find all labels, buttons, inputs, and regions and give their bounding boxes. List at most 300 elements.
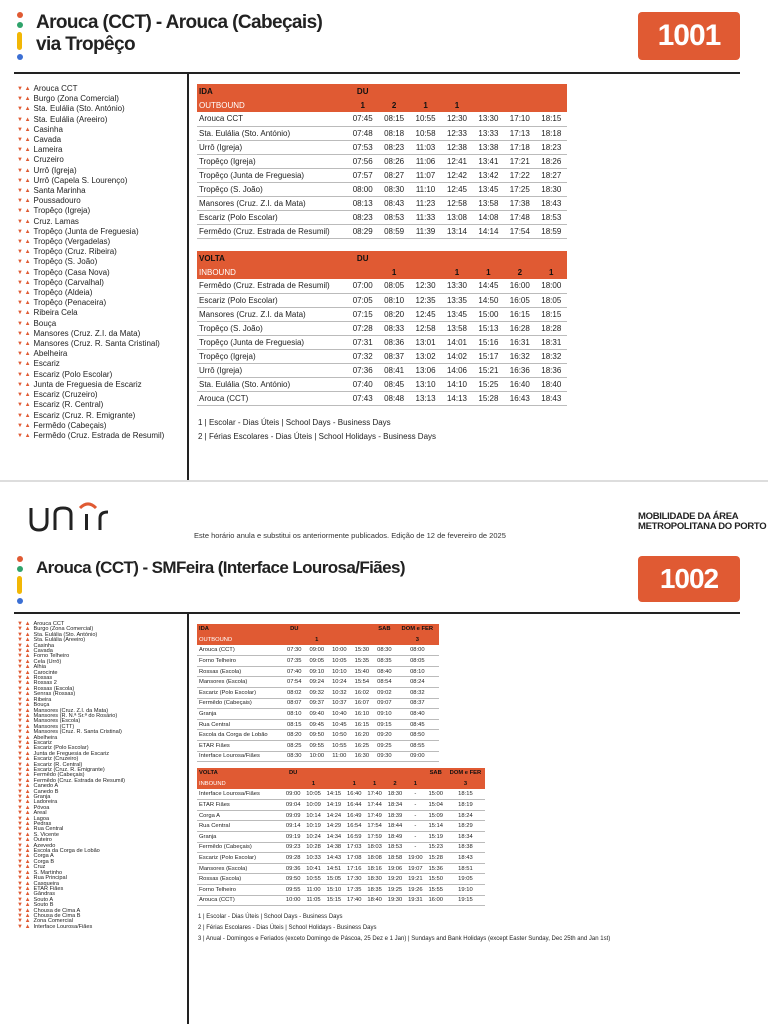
time-cell: 16:10 (351, 709, 374, 720)
time-cell: 10:09 (303, 800, 323, 811)
direction-triangle-icon: ▼ ▲ (17, 869, 31, 876)
time-cell: 19:21 (405, 874, 425, 885)
table-row (197, 789, 485, 800)
time-cell: 16:44 (344, 800, 364, 811)
direction-triangle-icon: ▼ ▲ (17, 885, 31, 892)
table-row (197, 741, 439, 752)
table-row (197, 821, 485, 832)
table-row (197, 719, 439, 730)
divider (187, 72, 189, 480)
divider (187, 612, 189, 1024)
time-cell: 10:41 (303, 863, 323, 874)
stop-name: Corga A (33, 853, 54, 860)
divider (14, 72, 740, 74)
time-cell: 08:29 (347, 224, 378, 238)
direction-triangle-icon: ▼ ▲ (17, 821, 31, 828)
direction-triangle-icon: ▼ ▲ (17, 756, 31, 763)
notes-1001: 1 | Escolar - Dias Úteis | School Days - Business Days 2 | Férias Escolares - Dias Úteis | School Holidays - Business Days (198, 418, 437, 441)
stop-name: Póvoa (33, 804, 50, 811)
time-cell: 09:32 (306, 688, 329, 699)
line-title-1001: Arouca (CCT) - Arouca (Cabeçais) via Tropêço (36, 12, 323, 55)
time-cell: 16:30 (351, 751, 374, 762)
table-row (197, 321, 567, 335)
time-cell: 18:05 (536, 293, 567, 307)
time-cell: 14:13 (441, 391, 472, 405)
row-label: Tropêço (S. João) (197, 321, 347, 335)
stop-name: Escariz (R. Central) (33, 400, 104, 410)
time-cell: 11:00 (328, 751, 351, 762)
stop-item (17, 166, 164, 176)
row-label: Fermêdo (Cruz. Estrada de Resumil) (197, 279, 347, 293)
time-cell: 12:45 (441, 182, 472, 196)
time-cell: 18:59 (536, 224, 567, 238)
time-cell (385, 768, 405, 779)
time-cell: 16:43 (504, 391, 535, 405)
direction-triangle-icon: ▼ ▲ (17, 116, 31, 123)
stop-item (17, 400, 164, 410)
time-cell: 08:10 (283, 709, 306, 720)
stop-name: Interface Lourosa/Fiães (33, 923, 93, 930)
time-cell: 08:48 (378, 391, 409, 405)
direction-triangle-icon: ▼ ▲ (17, 228, 31, 235)
stop-name: Sta. Eulália (Areeiro) (33, 114, 108, 124)
time-cell: 08:23 (347, 210, 378, 224)
stop-name: Escariz (Cruz. R. Emigrante) (33, 766, 105, 773)
time-cell: 14:06 (441, 363, 472, 377)
row-label: Escariz (Polo Escolar) (197, 210, 347, 224)
direction-triangle-icon: ▼ ▲ (17, 642, 31, 649)
time-cell: 16:15 (351, 719, 374, 730)
stop-name: Pedras (33, 821, 52, 828)
time-cell: 13:13 (410, 391, 441, 405)
time-cell: 10:45 (328, 719, 351, 730)
row-label: Sta. Eulália (Sto. António) (197, 377, 347, 391)
direction-triangle-icon: ▼ ▲ (17, 126, 31, 133)
row-label: Escola da Corga de Lobão (197, 730, 283, 741)
time-cell: 19:26 (405, 885, 425, 896)
row-label: Escariz (Polo Escolar) (197, 688, 283, 699)
table-row (197, 349, 567, 363)
time-cell: 08:07 (283, 698, 306, 709)
time-cell: 17:35 (344, 885, 364, 896)
time-cell: 09:50 (283, 874, 303, 885)
time-cell: 08:10 (378, 293, 409, 307)
direction-triangle-icon: ▼ ▲ (17, 907, 31, 914)
row-label: VOLTA (197, 251, 347, 265)
time-cell: 09:30 (373, 751, 396, 762)
time-cell: 09:04 (283, 800, 303, 811)
time-cell: 07:05 (347, 293, 378, 307)
timetable-outbound-1002 (197, 624, 439, 762)
time-cell: 19:15 (446, 895, 485, 906)
time-cell: 10:50 (328, 730, 351, 741)
table-row (197, 140, 567, 154)
table-row (197, 307, 567, 321)
direction-triangle-icon: ▼ ▲ (17, 712, 31, 719)
stop-name: Tropêço (Igreja) (33, 206, 91, 216)
time-cell: 13:30 (473, 112, 504, 126)
table-header-row (197, 635, 439, 646)
stop-name: Lagoa (33, 815, 50, 822)
stop-item (17, 145, 164, 155)
row-label: IDA (197, 624, 283, 635)
direction-triangle-icon: ▼ ▲ (17, 412, 31, 419)
table-row (197, 279, 567, 293)
time-cell (351, 635, 374, 646)
time-cell: 1 (536, 265, 567, 279)
stop-name: Escariz (Polo Escolar) (33, 745, 89, 752)
direction-triangle-icon: ▼ ▲ (17, 702, 31, 709)
time-cell: 16:05 (504, 293, 535, 307)
time-cell: 17:03 (344, 842, 364, 853)
stop-item (17, 339, 164, 349)
time-cell: 10:00 (328, 645, 351, 656)
row-label: Urrô (Igreja) (197, 363, 347, 377)
stop-name: Escariz (33, 739, 52, 746)
stop-item (17, 411, 164, 421)
row-label: OUTBOUND (197, 635, 283, 646)
direction-triangle-icon: ▼ ▲ (17, 880, 31, 887)
table-row (197, 863, 485, 874)
table-header-row (197, 265, 567, 279)
time-cell: 14:51 (324, 863, 344, 874)
stop-item (17, 176, 164, 186)
time-cell: DOM e FER (396, 624, 439, 635)
row-label: Forno Telheiro (197, 885, 283, 896)
stop-name: Outeiro (33, 837, 52, 844)
time-cell: 19:20 (385, 874, 405, 885)
time-cell: 19:25 (385, 885, 405, 896)
stop-name: Cavada (33, 135, 62, 145)
time-cell: 14:38 (324, 842, 344, 853)
time-cell: 17:25 (504, 182, 535, 196)
time-cell: 08:50 (396, 730, 439, 741)
stop-item (17, 237, 164, 247)
time-cell (473, 98, 504, 112)
time-cell: 19:30 (385, 895, 405, 906)
time-cell: 1 (473, 265, 504, 279)
direction-triangle-icon: ▼ ▲ (17, 853, 31, 860)
stop-name: Abelheira (33, 349, 68, 359)
row-label: IDA (197, 84, 347, 98)
time-cell: 15:28 (473, 391, 504, 405)
time-cell (324, 768, 344, 779)
time-cell: 17:13 (504, 126, 535, 140)
time-cell: 13:45 (473, 182, 504, 196)
time-cell: 16:40 (504, 377, 535, 391)
row-label: Mansores (Escola) (197, 863, 283, 874)
stop-name: Junta de Freguesia de Escariz (33, 750, 110, 757)
direction-triangle-icon: ▼ ▲ (17, 361, 31, 368)
row-label: Corga A (197, 810, 283, 821)
time-cell: 13:58 (441, 321, 472, 335)
direction-triangle-icon: ▼ ▲ (17, 310, 31, 317)
direction-triangle-icon: ▼ ▲ (17, 729, 31, 736)
time-cell: 12:41 (441, 154, 472, 168)
row-label: Granja (197, 709, 283, 720)
time-cell (441, 251, 472, 265)
time-cell: 08:37 (396, 698, 439, 709)
time-cell: 17:54 (504, 224, 535, 238)
time-cell: 14:01 (441, 335, 472, 349)
table-row (197, 751, 439, 762)
stop-name: Mansores (Escola) (33, 718, 81, 725)
time-cell: 17:40 (364, 789, 384, 800)
time-cell: 11:23 (410, 196, 441, 210)
time-cell: 08:20 (283, 730, 306, 741)
stop-name: Tropêço (Carvalhal) (33, 277, 104, 287)
direction-triangle-icon: ▼ ▲ (17, 734, 31, 741)
stop-name: Tropêço (Aldeia) (33, 288, 93, 298)
time-cell: 07:48 (347, 126, 378, 140)
time-cell (536, 84, 567, 98)
stop-item (17, 206, 164, 216)
table-row (197, 363, 567, 377)
stop-item (17, 380, 164, 390)
time-cell: 12:33 (441, 126, 472, 140)
time-cell: 08:00 (396, 645, 439, 656)
row-label: Granja (197, 832, 283, 843)
time-cell: 14:19 (324, 800, 344, 811)
direction-triangle-icon: ▼ ▲ (17, 96, 31, 103)
stop-name: Urrô (Capela S. Lourenço) (33, 175, 128, 185)
direction-triangle-icon: ▼ ▲ (17, 86, 31, 92)
time-cell: 14:02 (441, 349, 472, 363)
stop-name: Ladoreira (33, 799, 58, 806)
row-label: INBOUND (197, 779, 283, 790)
time-cell: 18:51 (446, 863, 485, 874)
time-cell (364, 768, 384, 779)
timetable-outbound-1001 (197, 84, 567, 239)
time-cell: 13:14 (441, 224, 472, 238)
stop-name: S. Martinho (33, 869, 63, 876)
row-label: Arouca CCT (197, 112, 347, 126)
time-cell (347, 265, 378, 279)
time-cell: 07:32 (347, 349, 378, 363)
time-cell (473, 251, 504, 265)
time-cell: 16:00 (426, 895, 446, 906)
stop-name: Tropêço (Casa Nova) (33, 267, 110, 277)
row-label: Tropêço (Igreja) (197, 154, 347, 168)
time-cell: 09:19 (283, 832, 303, 843)
time-cell: 16:54 (344, 821, 364, 832)
table-row (197, 688, 439, 699)
stop-name: Cruz. Lamas (33, 216, 79, 226)
time-cell: 09:28 (283, 853, 303, 864)
time-cell: 16:32 (504, 349, 535, 363)
stop-name: Forno Telheiro (33, 653, 70, 660)
time-cell: 07:30 (283, 645, 306, 656)
time-cell (410, 265, 441, 279)
stop-name: Souto A (33, 896, 54, 903)
time-cell (373, 635, 396, 646)
table-row (197, 800, 485, 811)
time-cell: 08:33 (378, 321, 409, 335)
time-cell: 18:40 (536, 377, 567, 391)
time-cell: 3 (396, 635, 439, 646)
direction-triangle-icon: ▼ ▲ (17, 137, 31, 144)
time-cell: 07:57 (347, 168, 378, 182)
stop-name: Canedo B (33, 788, 59, 795)
time-cell: 18:03 (364, 842, 384, 853)
time-cell: 13:38 (473, 140, 504, 154)
time-cell: 11:10 (410, 182, 441, 196)
stop-item (17, 257, 164, 267)
line-number-badge-1002: 1002 (638, 556, 740, 602)
stop-name: Escariz (R. Central) (33, 761, 83, 768)
row-label: Tropêço (Igreja) (197, 349, 347, 363)
time-cell (283, 779, 303, 790)
row-label: OUTBOUND (197, 98, 347, 112)
time-cell (410, 251, 441, 265)
time-cell: 18:49 (385, 832, 405, 843)
time-cell: 17:16 (344, 863, 364, 874)
time-cell: 08:23 (378, 140, 409, 154)
time-cell: 14:08 (473, 210, 504, 224)
time-cell: 10:00 (283, 895, 303, 906)
stop-name: Azevedo (33, 842, 56, 849)
time-cell: 09:50 (306, 730, 329, 741)
time-cell: 18:18 (536, 126, 567, 140)
direction-triangle-icon: ▼ ▲ (17, 864, 31, 871)
table-row (197, 832, 485, 843)
stop-name: Tropêço (Penaceira) (33, 298, 107, 308)
stop-item (17, 288, 164, 298)
time-cell: 15:36 (426, 863, 446, 874)
time-cell: 11:05 (303, 895, 323, 906)
brand-dots (17, 556, 23, 608)
notes-1002: 1 | Escolar - Dias Úteis | School Days - Business Days 2 | Férias Escolares - Dias Úteis | School Holidays - Business Days 3 | Anual - Domingos e Feriados (exceto Domingo de Páscoa, 25 Dez e 1 Jan) | Sundays and Bank Holidays (except Easter Sunday, Dec 25th and Jan 1st) (198, 914, 611, 942)
time-cell: 18:30 (536, 182, 567, 196)
time-cell: 18:24 (446, 810, 485, 821)
direction-triangle-icon: ▼ ▲ (17, 718, 31, 725)
time-cell: 12:58 (441, 196, 472, 210)
time-cell: 15:16 (473, 335, 504, 349)
stop-name: Granja (33, 794, 51, 800)
stop-name: Mansores (R. N.ª Sr.ª do Rosário) (33, 712, 118, 719)
stop-name: Mansores (Cruz. Z.I. da Mata) (33, 707, 109, 714)
time-cell: 08:15 (378, 112, 409, 126)
time-cell: 08:32 (396, 688, 439, 699)
stop-name: Canedo A (33, 783, 59, 790)
time-cell: 15:35 (351, 656, 374, 667)
time-cell: 15:13 (473, 321, 504, 335)
time-cell: 10:33 (303, 853, 323, 864)
table-row (197, 656, 439, 667)
time-cell: 13:10 (410, 377, 441, 391)
row-label: Rua Central (197, 719, 283, 730)
time-cell: 07:31 (347, 335, 378, 349)
time-cell: DOM e FER (446, 768, 485, 779)
time-cell: 15:23 (426, 842, 446, 853)
stop-name: Rossas (33, 675, 53, 682)
time-cell: 13:41 (473, 154, 504, 168)
time-cell: 10:05 (328, 656, 351, 667)
row-label: Urrô (Igreja) (197, 140, 347, 154)
stop-name: Zona Comercial (33, 918, 74, 925)
direction-triangle-icon: ▼ ▲ (17, 766, 31, 773)
time-cell: 11:33 (410, 210, 441, 224)
row-label: Arouca (CCT) (197, 895, 283, 906)
row-label: Escariz (Polo Escolar) (197, 853, 283, 864)
time-cell: 10:19 (303, 821, 323, 832)
table-row (197, 391, 567, 405)
time-cell (328, 635, 351, 646)
time-cell (378, 251, 409, 265)
row-label: Tropêço (S. João) (197, 182, 347, 196)
time-cell: 16:49 (344, 810, 364, 821)
time-cell: 08:05 (378, 279, 409, 293)
time-cell: 09:45 (306, 719, 329, 730)
table-row (197, 730, 439, 741)
time-cell: 18:19 (446, 800, 485, 811)
time-cell: 19:06 (385, 863, 405, 874)
time-cell: 18:35 (364, 885, 384, 896)
time-cell: 10:14 (303, 810, 323, 821)
time-cell: 18:53 (536, 210, 567, 224)
direction-triangle-icon: ▼ ▲ (17, 691, 31, 698)
time-cell: 19:07 (405, 863, 425, 874)
time-cell: 08:40 (396, 709, 439, 720)
time-cell: 10:24 (328, 677, 351, 688)
stop-name: Rossas (Escola) (33, 685, 75, 692)
time-cell: 10:58 (410, 126, 441, 140)
stop-item (17, 431, 164, 441)
time-cell: 18:43 (536, 391, 567, 405)
time-cell: 15:28 (426, 853, 446, 864)
time-cell: 08:41 (378, 363, 409, 377)
stop-item (17, 370, 164, 380)
time-cell: 08:02 (283, 688, 306, 699)
time-cell: 1 (405, 779, 425, 790)
time-cell: 08:24 (396, 677, 439, 688)
timetable-inbound-1001 (197, 251, 567, 406)
time-cell: 08:13 (347, 196, 378, 210)
table-row (197, 645, 439, 656)
time-cell: 19:00 (405, 853, 425, 864)
direction-triangle-icon: ▼ ▲ (17, 772, 31, 779)
time-cell: 09:14 (283, 821, 303, 832)
stop-item (17, 329, 164, 339)
time-cell: 12:58 (410, 321, 441, 335)
time-cell: 09:00 (283, 789, 303, 800)
stop-item (17, 247, 164, 257)
direction-triangle-icon: ▼ ▲ (17, 685, 31, 692)
stop-item (17, 155, 164, 165)
direction-triangle-icon: ▼ ▲ (17, 858, 31, 865)
time-cell: 18:15 (446, 789, 485, 800)
stop-item (17, 308, 164, 318)
stop-name: Cavada (33, 648, 53, 655)
time-cell: DU (347, 251, 378, 265)
stop-name: Areal (33, 810, 47, 817)
time-cell: 13:33 (473, 126, 504, 140)
time-cell: 11:00 (303, 885, 323, 896)
time-cell: 17:10 (504, 112, 535, 126)
time-cell: 08:20 (378, 307, 409, 321)
direction-triangle-icon: ▼ ▲ (17, 371, 31, 378)
time-cell: 10:28 (303, 842, 323, 853)
stop-name: Alhia (33, 664, 46, 671)
direction-triangle-icon: ▼ ▲ (17, 290, 31, 297)
divider (14, 612, 740, 614)
stop-name: Tropêço (Cruz. Ribeira) (33, 247, 117, 257)
direction-triangle-icon: ▼ ▲ (17, 912, 31, 919)
row-label: VOLTA (197, 768, 283, 779)
table-row (197, 196, 567, 210)
stop-name: Arouca CCT (33, 621, 65, 627)
stop-name: Sta. Eulália (Sto. António) (33, 104, 125, 114)
